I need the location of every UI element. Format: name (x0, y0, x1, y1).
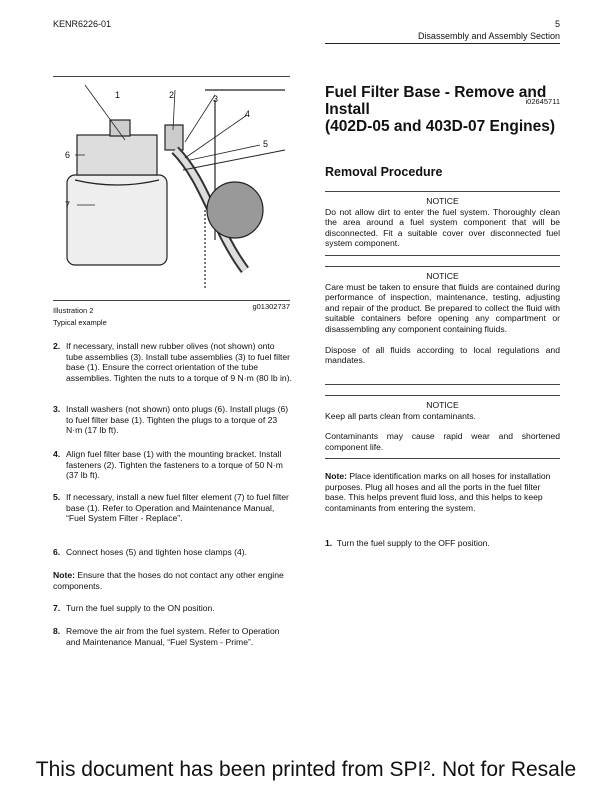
callout-6: 6 (65, 150, 71, 160)
page-title (325, 84, 560, 135)
callout-1: 1 (115, 90, 121, 100)
step-text: Install washers (not shown) onto plugs (6). Install plugs (6) to fuel filter base (1). Tighten the plugs to a torque of 23 N·m (17 lb ft). (66, 404, 289, 436)
note (53, 570, 293, 591)
step-number: 5. (53, 492, 61, 502)
notice-text-2: Dispose of all fluids according to local regulations and mandates. (325, 344, 560, 366)
step-text: Remove the air from the fuel system. Refer to Operation and Maintenance Manual, “Fuel System - Prime”. (66, 626, 280, 647)
note (325, 471, 560, 513)
notice-text: Care must be taken to ensure that fluids are contained during performance of inspection, maintenance, testing, adjusting and repair of the product. Be prepared to collect the fluid with suitable containers before opening any compartment or disassembling any component containing fluids. (325, 281, 560, 334)
notice-heading: NOTICE (426, 196, 459, 206)
note-text: Ensure that the hoses do not contact any other engine components. (53, 570, 284, 591)
step-number: 4. (53, 449, 61, 459)
step-number: 6. (53, 547, 61, 557)
step-8 (53, 626, 293, 647)
step-number: 7. (53, 603, 61, 613)
notice-text: Do not allow dirt to enter the fuel system. Thoroughly clean the area around a fuel system component that will be disconnected. Fit a suitable cover over disconnected fuel system component. (325, 206, 560, 249)
illustration-bottom-rule (53, 300, 290, 301)
note-text: Place identification marks on all hoses for installation purposes. Plug all hoses and all the ports in the fuel filter base. This helps prevent fluid loss, and this helps to keep contaminants from entering the system. (325, 471, 551, 513)
callout-2: 2 (169, 90, 175, 100)
callout-5: 5 (263, 139, 269, 149)
step-text: Align fuel filter base (1) with the mounting bracket. Install fasteners (2). Tighten the fasteners to a torque of 50 N·m (37 lb ft). (66, 449, 283, 481)
step-number: 1. (325, 538, 333, 548)
notice-text-2: Contaminants may cause rapid wear and shortened component life. (325, 431, 560, 452)
illustration-top-rule (53, 76, 290, 77)
note-label: Note: (53, 570, 75, 580)
notice-rule (325, 395, 560, 396)
step-text: Turn the fuel supply to the ON position. (66, 603, 215, 613)
notice-heading: NOTICE (426, 271, 459, 281)
illustration-id: g01302737 (252, 302, 290, 311)
title-line-2: (402D-05 and 403D-07 Engines) (325, 118, 556, 135)
step-text: Connect hoses (5) and tighten hose clamps (4). (66, 547, 248, 557)
step-number: 3. (53, 404, 61, 414)
step-6 (53, 547, 293, 558)
notice-rule (325, 255, 560, 256)
callout-7: 7 (65, 200, 71, 210)
notice-text: Keep all parts clean from contaminants. (325, 410, 476, 421)
notice-heading: NOTICE (426, 400, 459, 410)
step-text: If necessary, install new rubber olives (not shown) onto tube assemblies (3). Install tube assemblies (3) to fuel filter base (1). Ensure the correct orientation of the tube assemblies. Tighten the nuts to a torque of 9 N·m (80 lb in). (66, 341, 292, 383)
doc-id: KENR6226-01 (53, 19, 112, 29)
notice-1 (325, 196, 560, 249)
step-2 (53, 341, 293, 383)
step-number: 8. (53, 626, 61, 636)
illustration-caption: Typical example (53, 318, 107, 327)
fuel-filter-illustration (55, 80, 290, 300)
step-3 (53, 404, 293, 436)
step-number: 2. (53, 341, 61, 351)
document-reference: i02645711 (525, 97, 560, 106)
step-5 (53, 492, 293, 524)
note-label: Note: (325, 471, 347, 481)
footer-watermark: This document has been printed from SPI². Not for Resale (35, 758, 577, 781)
step-text: Turn the fuel supply to the OFF position. (336, 538, 490, 548)
illustration-label: Illustration 2 (53, 306, 94, 315)
notice-3 (325, 400, 560, 452)
notice-rule (325, 384, 560, 385)
title-line-1: Fuel Filter Base - Remove and Install (325, 84, 547, 118)
removal-step-1 (325, 538, 560, 549)
notice-rule (325, 191, 560, 192)
notice-rule (325, 266, 560, 267)
notice-rule (325, 458, 560, 459)
page-number: 5 (554, 19, 560, 29)
step-4 (53, 449, 293, 481)
section-title: Disassembly and Assembly Section (417, 31, 560, 41)
callout-4: 4 (245, 109, 251, 119)
notice-2 (325, 271, 560, 366)
header-rule (325, 43, 560, 44)
callout-3: 3 (213, 94, 219, 104)
section-heading: Removal Procedure (325, 165, 443, 179)
step-7 (53, 603, 293, 614)
step-text: If necessary, install a new fuel filter element (7) to fuel filter base (1). Refer to Operation and Maintenance Manual, “Fuel System Filter - Replace”. (66, 492, 289, 524)
